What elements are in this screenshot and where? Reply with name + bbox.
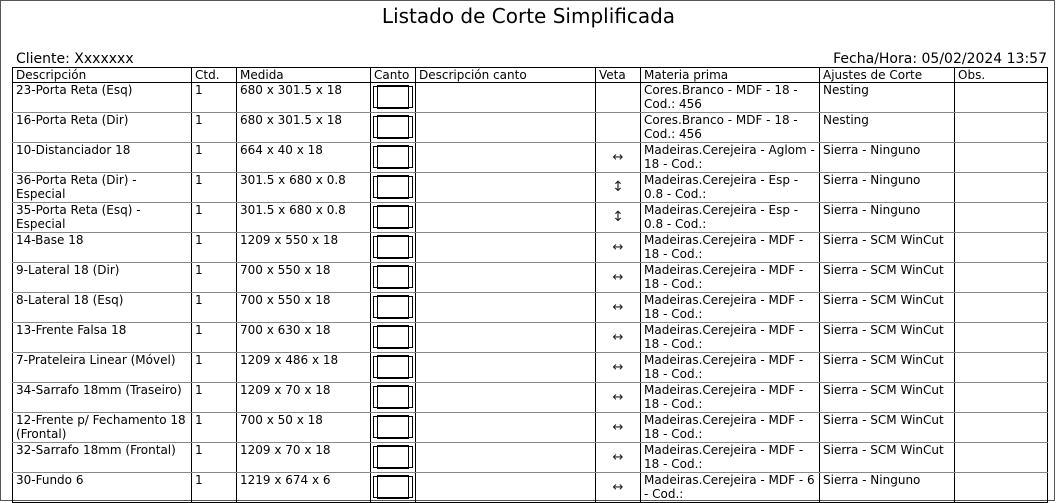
row-cut-settings: Sierra - SCM WinCut xyxy=(820,383,955,413)
row-material: Madeiras.Cerejeira - MDF - 18 - Cod.: xyxy=(641,443,820,473)
row-edge-description xyxy=(416,293,596,323)
row-observations xyxy=(955,473,1048,503)
row-edge-diagram xyxy=(371,413,416,443)
row-quantity: 1 xyxy=(192,293,237,323)
row-grain xyxy=(596,143,641,173)
row-observations xyxy=(955,143,1048,173)
grain-horizontal-arrow-icon: ↔ xyxy=(612,269,624,285)
grain-horizontal-arrow-icon: ↔ xyxy=(612,329,624,345)
grain-horizontal-arrow-icon: ↔ xyxy=(612,359,624,375)
column-header-veta: Veta xyxy=(596,68,641,83)
row-quantity: 1 xyxy=(192,383,237,413)
row-cut-settings: Sierra - SCM WinCut xyxy=(820,413,955,443)
grain-horizontal-arrow-icon: ↔ xyxy=(612,389,624,405)
row-observations xyxy=(955,83,1048,113)
edge-banding-diagram-icon xyxy=(373,86,413,108)
table-row xyxy=(13,203,1048,233)
table-row xyxy=(13,413,1048,443)
row-edge-diagram xyxy=(371,83,416,113)
row-description: 7-Prateleira Linear (Móvel) xyxy=(13,353,192,383)
edge-banding-diagram-icon xyxy=(373,266,413,288)
row-edge-diagram xyxy=(371,173,416,203)
row-dimensions: 301.5 x 680 x 0.8 xyxy=(237,173,371,203)
row-observations xyxy=(955,263,1048,293)
column-header-ctd: Ctd. xyxy=(192,68,237,83)
row-quantity: 1 xyxy=(192,323,237,353)
column-header-obs: Obs. xyxy=(955,68,1048,83)
row-grain xyxy=(596,383,641,413)
row-grain xyxy=(596,173,641,203)
row-edge-description xyxy=(416,173,596,203)
row-edge-description xyxy=(416,113,596,143)
grain-vertical-arrow-icon: ↕ xyxy=(612,179,624,195)
row-cut-settings: Sierra - SCM WinCut xyxy=(820,293,955,323)
row-cut-settings: Sierra - SCM WinCut xyxy=(820,353,955,383)
row-edge-diagram xyxy=(371,443,416,473)
row-edge-description xyxy=(416,263,596,293)
row-description: 36-Porta Reta (Dir) - Especial xyxy=(13,173,192,203)
client-label: Cliente: Xxxxxxx xyxy=(16,51,134,67)
row-edge-description xyxy=(416,383,596,413)
row-material: Cores.Branco - MDF - 18 - Cod.: 456 xyxy=(641,83,820,113)
row-quantity: 1 xyxy=(192,263,237,293)
table-row xyxy=(13,293,1048,323)
row-observations xyxy=(955,413,1048,443)
grain-horizontal-arrow-icon: ↔ xyxy=(612,449,624,465)
row-grain xyxy=(596,473,641,503)
row-grain xyxy=(596,203,641,233)
row-observations xyxy=(955,353,1048,383)
row-dimensions: 1219 x 674 x 6 xyxy=(237,473,371,503)
row-edge-diagram xyxy=(371,143,416,173)
row-cut-settings: Sierra - SCM WinCut xyxy=(820,233,955,263)
row-grain xyxy=(596,293,641,323)
row-dimensions: 1209 x 486 x 18 xyxy=(237,353,371,383)
grain-horizontal-arrow-icon: ↔ xyxy=(612,149,624,165)
row-grain xyxy=(596,233,641,263)
edge-banding-diagram-icon xyxy=(373,236,413,258)
row-observations xyxy=(955,233,1048,263)
row-dimensions: 1209 x 550 x 18 xyxy=(237,233,371,263)
row-observations xyxy=(955,443,1048,473)
column-header-materia-prima: Materia prima xyxy=(641,68,820,83)
table-row xyxy=(13,263,1048,293)
row-edge-diagram xyxy=(371,383,416,413)
row-observations xyxy=(955,293,1048,323)
table-row xyxy=(13,473,1048,503)
row-dimensions: 664 x 40 x 18 xyxy=(237,143,371,173)
row-cut-settings: Nesting xyxy=(820,83,955,113)
row-description: 9-Lateral 18 (Dir) xyxy=(13,263,192,293)
row-edge-diagram xyxy=(371,113,416,143)
row-material: Cores.Branco - MDF - 18 - Cod.: 456 xyxy=(641,113,820,143)
row-cut-settings: Sierra - Ninguno xyxy=(820,203,955,233)
row-material: Madeiras.Cerejeira - Aglom - 18 - Cod.: xyxy=(641,143,820,173)
row-edge-description xyxy=(416,353,596,383)
row-edge-diagram xyxy=(371,473,416,503)
row-cut-settings: Nesting xyxy=(820,113,955,143)
edge-banding-diagram-icon xyxy=(373,416,413,438)
row-edge-diagram xyxy=(371,323,416,353)
row-description: 10-Distanciador 18 xyxy=(13,143,192,173)
row-quantity: 1 xyxy=(192,143,237,173)
row-material: Madeiras.Cerejeira - Esp - 0.8 - Cod.: xyxy=(641,173,820,203)
row-description: 30-Fundo 6 xyxy=(13,473,192,503)
grain-horizontal-arrow-icon: ↔ xyxy=(612,419,624,435)
table-row xyxy=(13,443,1048,473)
row-observations xyxy=(955,113,1048,143)
row-cut-settings: Sierra - SCM WinCut xyxy=(820,323,955,353)
row-grain xyxy=(596,323,641,353)
column-header-ajustes-de-corte: Ajustes de Corte xyxy=(820,68,955,83)
row-grain xyxy=(596,113,641,143)
row-description: 16-Porta Reta (Dir) xyxy=(13,113,192,143)
date-time-label: Fecha/Hora: 05/02/2024 13:57 xyxy=(833,51,1047,67)
row-description: 32-Sarrafo 18mm (Frontal) xyxy=(13,443,192,473)
row-quantity: 1 xyxy=(192,413,237,443)
row-material: Madeiras.Cerejeira - MDF - 18 - Cod.: xyxy=(641,233,820,263)
row-cut-settings: Sierra - Ninguno xyxy=(820,473,955,503)
row-description: 8-Lateral 18 (Esq) xyxy=(13,293,192,323)
edge-banding-diagram-icon xyxy=(373,146,413,168)
table-row xyxy=(13,233,1048,263)
row-material: Madeiras.Cerejeira - MDF - 18 - Cod.: xyxy=(641,293,820,323)
row-material: Madeiras.Cerejeira - MDF - 18 - Cod.: xyxy=(641,383,820,413)
row-quantity: 1 xyxy=(192,113,237,143)
table-row xyxy=(13,113,1048,143)
edge-banding-diagram-icon xyxy=(373,386,413,408)
row-edge-description xyxy=(416,233,596,263)
row-observations xyxy=(955,323,1048,353)
edge-banding-diagram-icon xyxy=(373,116,413,138)
row-dimensions: 1209 x 70 x 18 xyxy=(237,383,371,413)
row-dimensions: 680 x 301.5 x 18 xyxy=(237,113,371,143)
row-quantity: 1 xyxy=(192,473,237,503)
cut-list-table xyxy=(12,67,1048,503)
edge-banding-diagram-icon xyxy=(373,356,413,378)
row-description: 14-Base 18 xyxy=(13,233,192,263)
row-grain xyxy=(596,353,641,383)
row-edge-description xyxy=(416,203,596,233)
row-cut-settings: Sierra - SCM WinCut xyxy=(820,443,955,473)
row-description: 13-Frente Falsa 18 xyxy=(13,323,192,353)
row-dimensions: 1209 x 70 x 18 xyxy=(237,443,371,473)
row-material: Madeiras.Cerejeira - MDF - 18 - Cod.: xyxy=(641,353,820,383)
row-material: Madeiras.Cerejeira - Esp - 0.8 - Cod.: xyxy=(641,203,820,233)
row-edge-diagram xyxy=(371,293,416,323)
row-grain xyxy=(596,263,641,293)
table-header-row xyxy=(13,68,1048,83)
row-dimensions: 680 x 301.5 x 18 xyxy=(237,83,371,113)
table-row xyxy=(13,173,1048,203)
row-description: 35-Porta Reta (Esq) - Especial xyxy=(13,203,192,233)
row-description: 12-Frente p/ Fechamento 18 (Frontal) xyxy=(13,413,192,443)
row-quantity: 1 xyxy=(192,353,237,383)
row-quantity: 1 xyxy=(192,233,237,263)
row-cut-settings: Sierra - Ninguno xyxy=(820,173,955,203)
edge-banding-diagram-icon xyxy=(373,476,413,498)
edge-banding-diagram-icon xyxy=(373,176,413,198)
edge-banding-diagram-icon xyxy=(373,446,413,468)
grain-vertical-arrow-icon: ↕ xyxy=(612,209,624,225)
edge-banding-diagram-icon xyxy=(373,296,413,318)
page-title: Listado de Corte Simplificada xyxy=(381,4,676,28)
row-edge-description xyxy=(416,443,596,473)
edge-banding-diagram-icon xyxy=(373,206,413,228)
table-row xyxy=(13,143,1048,173)
row-edge-description xyxy=(416,413,596,443)
row-edge-description xyxy=(416,473,596,503)
row-cut-settings: Sierra - Ninguno xyxy=(820,143,955,173)
grain-horizontal-arrow-icon: ↔ xyxy=(612,479,624,495)
row-observations xyxy=(955,173,1048,203)
row-grain xyxy=(596,83,641,113)
row-material: Madeiras.Cerejeira - MDF - 18 - Cod.: xyxy=(641,413,820,443)
table-row xyxy=(13,353,1048,383)
row-dimensions: 700 x 50 x 18 xyxy=(237,413,371,443)
row-quantity: 1 xyxy=(192,83,237,113)
row-description: 34-Sarrafo 18mm (Traseiro) xyxy=(13,383,192,413)
row-material: Madeiras.Cerejeira - MDF - 6 - Cod.: xyxy=(641,473,820,503)
row-observations xyxy=(955,203,1048,233)
grain-horizontal-arrow-icon: ↔ xyxy=(612,239,624,255)
row-dimensions: 700 x 550 x 18 xyxy=(237,263,371,293)
column-header-descripcion-canto: Descripción canto xyxy=(416,68,596,83)
row-description: 23-Porta Reta (Esq) xyxy=(13,83,192,113)
table-row xyxy=(13,83,1048,113)
row-cut-settings: Sierra - SCM WinCut xyxy=(820,263,955,293)
row-edge-description xyxy=(416,83,596,113)
row-dimensions: 700 x 630 x 18 xyxy=(237,323,371,353)
table-row xyxy=(13,383,1048,413)
row-edge-description xyxy=(416,143,596,173)
row-quantity: 1 xyxy=(192,173,237,203)
row-material: Madeiras.Cerejeira - MDF - 18 - Cod.: xyxy=(641,263,820,293)
row-edge-diagram xyxy=(371,203,416,233)
row-dimensions: 301.5 x 680 x 0.8 xyxy=(237,203,371,233)
column-header-canto: Canto xyxy=(371,68,416,83)
edge-banding-diagram-icon xyxy=(373,326,413,348)
table-body xyxy=(13,83,1048,503)
row-observations xyxy=(955,383,1048,413)
grain-horizontal-arrow-icon: ↔ xyxy=(612,299,624,315)
row-edge-diagram xyxy=(371,233,416,263)
row-edge-description xyxy=(416,323,596,353)
row-material: Madeiras.Cerejeira - MDF - 18 - Cod.: xyxy=(641,323,820,353)
column-header-medida: Medida xyxy=(237,68,371,83)
row-grain xyxy=(596,443,641,473)
row-quantity: 1 xyxy=(192,443,237,473)
row-quantity: 1 xyxy=(192,203,237,233)
row-grain xyxy=(596,413,641,443)
table-row xyxy=(13,323,1048,353)
column-header-descripcion: Descripción xyxy=(13,68,192,83)
row-edge-diagram xyxy=(371,263,416,293)
row-dimensions: 700 x 550 x 18 xyxy=(237,293,371,323)
row-edge-diagram xyxy=(371,353,416,383)
